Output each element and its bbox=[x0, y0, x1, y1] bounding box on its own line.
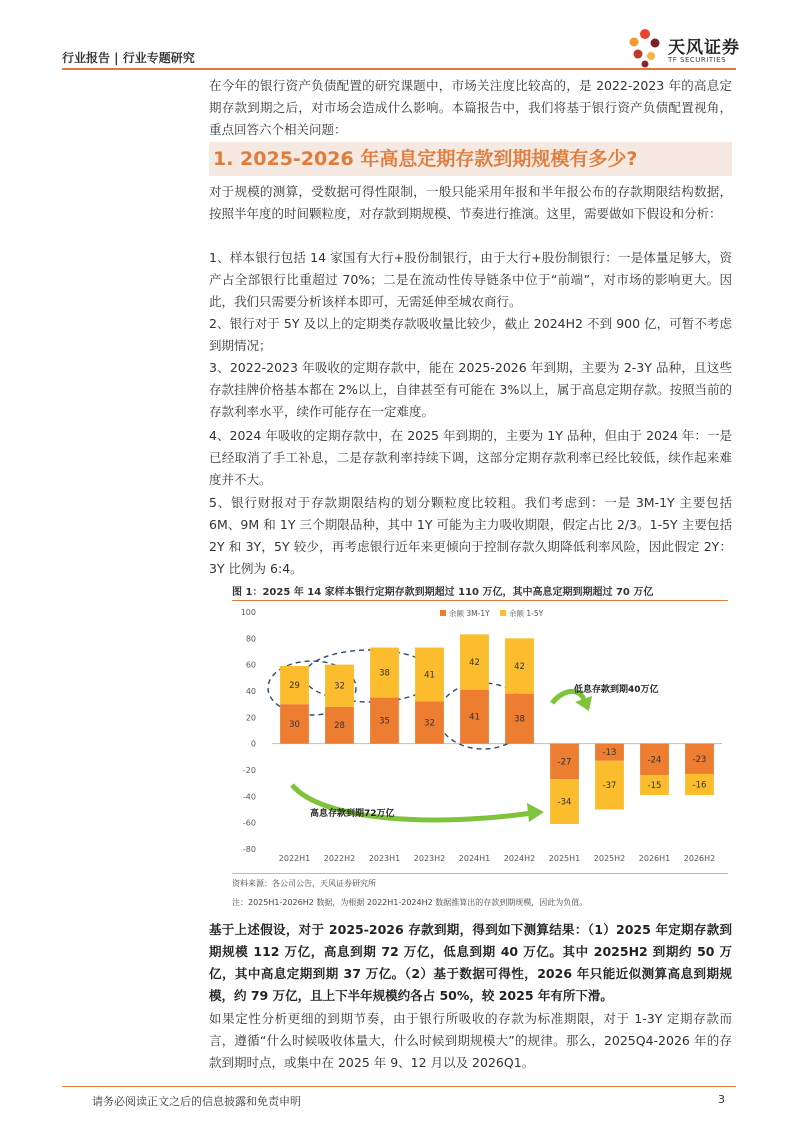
arrow-high-rate-head bbox=[527, 803, 544, 822]
paragraph-assumptions: 对于规模的测算，受数据可得性限制，一般只能采用年报和半年报公布的存款期限结构数据，按照半年度的时间颗粒度，对存款到期规模、节奏进行推演。这里，需要做如下假设和分析： bbox=[209, 184, 732, 221]
annotation-low-rate: 低息存款到期40万亿 bbox=[574, 685, 659, 695]
paragraph-item-1: 1、样本银行包括 14 家国有大行+股份制银行，由于大行+股份制银行：一是体量足够大，资产占全部银行比重超过 70%；二是在流动性传导链条中位于“前端”，对市场的影响更大。因此，我们只需要分析该样本即可，无需延伸至城农商行。 bbox=[209, 250, 732, 309]
legend bbox=[440, 608, 544, 618]
x-tick-label: 2026H2 bbox=[683, 854, 716, 863]
x-axis-labels bbox=[279, 854, 715, 863]
logo-mark-icon bbox=[624, 27, 666, 69]
legend-label: 余额 1-5Y bbox=[509, 609, 544, 618]
y-tick-label: 20 bbox=[245, 713, 256, 723]
x-tick-label: 2023H1 bbox=[368, 854, 401, 863]
figure-title: 图 1：2025 年 14 家样本银行定期存款到期超过 110 万亿，其中高息定期到期超过 70 万亿 bbox=[232, 587, 654, 598]
deposit-maturity-chart bbox=[232, 601, 728, 873]
x-tick-label: 2026H1 bbox=[638, 854, 671, 863]
intro-paragraph: 在今年的银行资产负债配置的研究课题中，市场关注度比较高的，是 2022-2023 年的高息定期存款到期之后，对市场会造成什么影响。本篇报告中，我们将基于银行资产负债配置视角，重点回答六个相关问题： bbox=[209, 78, 732, 137]
bar-data-label: -37 bbox=[602, 781, 617, 792]
y-tick-label: -80 bbox=[242, 845, 256, 854]
x-tick-label: 2025H2 bbox=[593, 854, 626, 863]
bars bbox=[280, 634, 714, 824]
legend-label: 余额 3M-1Y bbox=[449, 609, 490, 618]
footer-disclaimer: 请务必阅读正文之后的信息披露和免责申明 bbox=[92, 1095, 301, 1108]
bar-data-label: 28 bbox=[334, 721, 345, 732]
result-paragraph: 基于上述假设，对于 2025-2026 存款到期，得到如下测算结果：（1）2025 年定期存款到期规模 112 万亿，高息到期 72 万亿，低息到期 40 万亿。其中 2025H2 到期约 50 万亿，其中高息定期到期 37 万亿。（2）基于数据可得性，2026 年只能近似测算高息到期规模，约 79 万亿，且上下半年规模约各占 50%，较 2025 年有所下滑。 bbox=[209, 922, 732, 1003]
section-title: 1. 2025-2026 年高息定期存款到期规模有多少? bbox=[209, 142, 732, 176]
x-tick-label: 2025H1 bbox=[548, 854, 581, 863]
paragraph-item-5: 5、银行财报对于存款期限结构的划分颗粒度比较粗。我们考虑到：一是 3M-1Y 主要包括 6M、9M 和 1Y 三个期限品种，其中 1Y 可能为主力吸收期限，假定占比 2/3。1-5Y 主要包括 2Y 和 3Y，5Y 较少，再考虑银行近年来更倾向于控制存款久期降低利率风险，因此假定 2Y：3Y 比例为 6:4。 bbox=[209, 495, 732, 576]
footer-divider bbox=[62, 1086, 736, 1087]
y-tick-label: 100 bbox=[240, 608, 256, 617]
bar-data-label: 32 bbox=[424, 718, 435, 729]
figure-bottom-rule bbox=[232, 873, 728, 874]
y-tick-label: 40 bbox=[245, 687, 256, 696]
bar-data-label: 42 bbox=[469, 658, 480, 669]
bar-data-label: -24 bbox=[647, 755, 662, 766]
figure-source: 资料来源：各公司公告，天风证券研究所 bbox=[232, 879, 376, 888]
paragraph-item-4: 4、2024 年吸收的定期存款中，在 2025 年到期的，主要为 1Y 品种，但由于 2024 年：一是已经取消了手工补息，二是存款利率持续下调，这部分定期存款利率已经比较低，续作起来难度并不大。 bbox=[209, 428, 732, 487]
x-tick-label: 2024H1 bbox=[458, 854, 491, 863]
bar-data-label: 30 bbox=[289, 719, 300, 730]
y-tick-label: 0 bbox=[250, 739, 256, 749]
bar-data-label: 42 bbox=[514, 661, 525, 672]
annotation-high-rate: 高息存款到期72万亿 bbox=[310, 809, 395, 819]
bar-data-label: 38 bbox=[514, 714, 525, 725]
x-tick-label: 2022H1 bbox=[278, 854, 311, 863]
bar-data-label: 35 bbox=[379, 716, 390, 727]
bar-data-label: 41 bbox=[469, 712, 480, 723]
bar-data-label: -15 bbox=[647, 781, 662, 792]
y-tick-label: 80 bbox=[245, 634, 256, 644]
bar-data-label: 38 bbox=[379, 668, 390, 679]
y-tick-label: 60 bbox=[245, 660, 256, 670]
page-number: 3 bbox=[718, 1093, 725, 1106]
legend-swatch bbox=[440, 610, 446, 616]
legend-swatch bbox=[500, 610, 506, 616]
paragraph-item-3: 3、2022-2023 年吸收的定期存款中，能在 2025-2026 年到期，主要为 2-3Y 品种，且这些存款挂牌价格基本都在 2%以上，自律甚至有可能在 3%以上，属于高息定期存款。按照当前的存款利率水平，续作可能存在一定难度。 bbox=[209, 360, 732, 419]
y-tick-label: -40 bbox=[242, 792, 256, 802]
bar-data-label: -27 bbox=[557, 757, 572, 768]
bar-data-label: -23 bbox=[692, 754, 707, 765]
bar-data-label: -13 bbox=[602, 748, 617, 759]
x-tick-label: 2023H2 bbox=[413, 854, 446, 863]
y-tick-label: -20 bbox=[242, 766, 256, 775]
company-logo bbox=[624, 27, 744, 69]
header-divider bbox=[62, 68, 736, 70]
figure-note: 注：2025H1-2026H2 数据，为根据 2022H1-2024H2 数据推算出的存款到期规模，因此为负值。 bbox=[232, 898, 588, 907]
bar-data-label: -34 bbox=[557, 797, 572, 808]
bar-data-label: 29 bbox=[289, 681, 300, 692]
paragraph-item-2: 2、银行对于 5Y 及以上的定期类存款吸收量比较少，截止 2024H2 不到 900 亿，可暂不考虑到期情况； bbox=[209, 316, 732, 353]
report-category: 行业报告 | 行业专题研究 bbox=[62, 51, 195, 65]
x-tick-label: 2022H2 bbox=[323, 854, 356, 863]
closing-paragraph: 如果定性分析更细的到期节奏，由于银行所吸收的存款为标准期限，对于 1-3Y 定期存款而言，遵循“什么时候吸收体量大，什么时候到期规模大”的规律。那么，2025Q4-2026 年的存款到期时点，或集中在 2025 年 9、12 月以及 2026Q1。 bbox=[209, 1011, 732, 1070]
x-tick-label: 2024H2 bbox=[503, 854, 536, 863]
logo-name-en: TF SECURITIES bbox=[668, 56, 727, 64]
bar-data-label: 41 bbox=[424, 670, 435, 681]
y-tick-label: -60 bbox=[242, 818, 256, 828]
bar-data-label: -16 bbox=[692, 780, 707, 791]
bar-data-label: 32 bbox=[334, 681, 345, 692]
logo-name-cn: 天风证券 bbox=[668, 38, 740, 58]
